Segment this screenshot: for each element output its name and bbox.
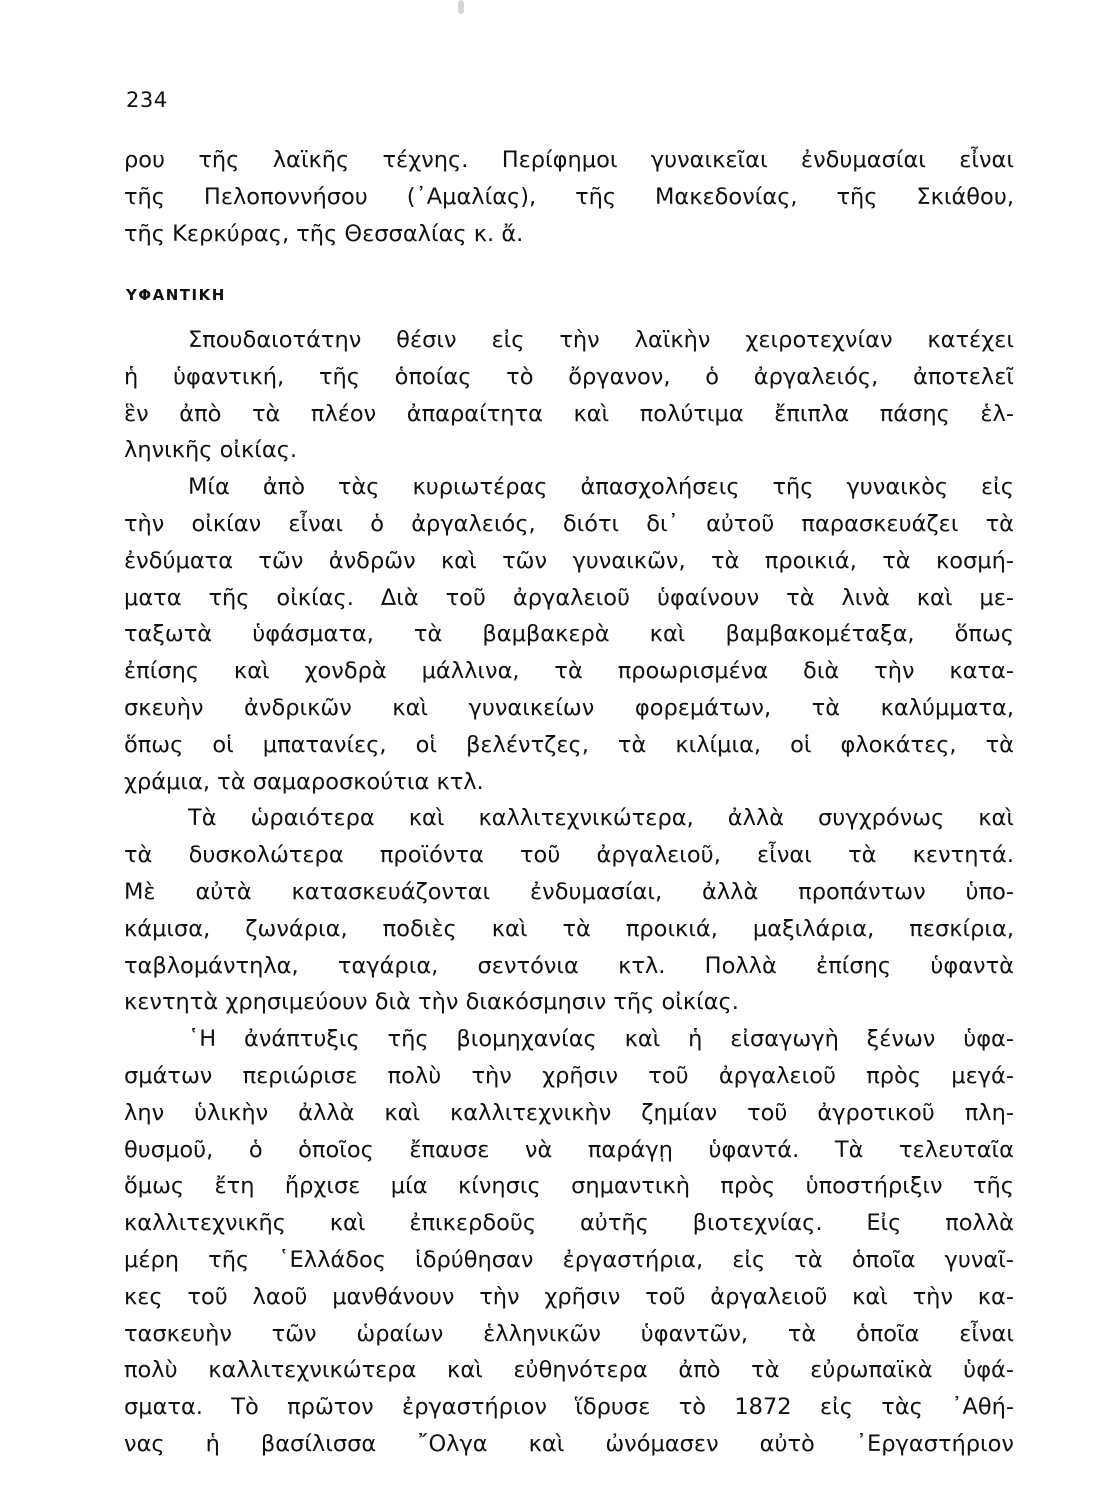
page-number: 234 xyxy=(126,88,168,112)
text-line: τὰ δυσκολώτερα προϊόντα τοῦ ἀργαλειοῦ, εἶναι τὰ κεντητά. xyxy=(124,842,1014,869)
text-line: σμάτων περιώρισε πολὺ τὴν χρῆσιν τοῦ ἀργαλειοῦ πρὸς μεγά- xyxy=(124,1062,1014,1089)
text-line: Σπουδαιοτάτην θέσιν εἰς τὴν λαϊκὴν χειροτεχνίαν κατέχει xyxy=(188,327,1014,353)
text-line: ἐνδύματα τῶν ἀνδρῶν καὶ τῶν γυναικῶν, τὰ προικιά, τὰ κοσμή- xyxy=(124,547,1014,574)
text-line: καλλιτεχνικῆς καὶ ἐπικερδοῦς αὐτῆς βιοτεχνίας. Εἰς πολλὰ xyxy=(124,1210,1014,1237)
text-line: ρου τῆς λαϊκῆς τέχνης. Περίφημοι γυναικεῖαι ἐνδυμασίαι εἶναι xyxy=(124,147,1014,173)
text-line: Μὲ αὐτὰ κατασκευάζονται ἐνδυμασίαι, ἀλλὰ προπάντων ὑπο- xyxy=(124,878,1014,905)
text-line: Τὰ ὡραιότερα καὶ καλλιτεχνικώτερα, ἀλλὰ συγχρόνως καὶ xyxy=(188,805,1014,832)
text-line: θυσμοῦ, ὁ ὁποῖος ἔπαυσε νὰ παράγῃ ὑφαντά. Τὰ τελευταῖα xyxy=(124,1136,1014,1163)
text-line: σκευὴν ἀνδρικῶν καὶ γυναικείων φορεμάτων, τὰ καλύμματα, xyxy=(124,694,1014,721)
intro-paragraph xyxy=(124,142,1014,252)
text-line: ἡ ὑφαντική, τῆς ὁποίας τὸ ὄργανον, ὁ ἀργαλειός, ἀποτελεῖ xyxy=(124,363,1014,390)
text-line: ὅμως ἔτη ἤρχισε μία κίνησις σημαντικὴ πρὸς ὑποστήριξιν τῆς xyxy=(124,1173,1014,1200)
text-line: πολὺ καλλιτεχνικώτερα καὶ εὐθηνότερα ἀπὸ τὰ εὐρωπαϊκὰ ὑφά- xyxy=(124,1357,1014,1384)
text-line: ἓν ἀπὸ τὰ πλέον ἀπαραίτητα καὶ πολύτιμα ἔπιπλα πάσης ἑλ- xyxy=(124,400,1014,427)
text-line: ἐπίσης καὶ χονδρὰ μάλλινα, τὰ προωρισμένα διὰ τὴν κατα- xyxy=(124,658,1014,685)
text-line: χράμια, τὰ σαμαροσκούτια κτλ. xyxy=(124,768,484,795)
text-line: τὴν οἰκίαν εἶναι ὁ ἀργαλειός, διότι δι᾽ αὐτοῦ παρασκευάζει τὰ xyxy=(124,510,1014,537)
text-line: κάμισα, ζωνάρια, ποδιὲς καὶ τὰ προικιά, μαξιλάρια, πεσκίρια, xyxy=(124,915,1014,942)
text-line: μέρη τῆς ῾Ελλάδος ἱδρύθησαν ἐργαστήρια, εἰς τὰ ὁποῖα γυναῖ- xyxy=(124,1246,1014,1273)
text-line: ταβλομάντηλα, ταγάρια, σεντόνια κτλ. Πολλὰ ἐπίσης ὑφαντὰ xyxy=(124,952,1014,979)
text-line: λην ὑλικὴν ἀλλὰ καὶ καλλιτεχνικὴν ζημίαν τοῦ ἀγροτικοῦ πλη- xyxy=(124,1099,1014,1126)
text-line: τῆς Πελοποννήσου (᾽Αμαλίας), τῆς Μακεδονίας, τῆς Σκιάθου, xyxy=(124,183,1014,210)
text-line: κεντητὰ χρησιμεύουν διὰ τὴν διακόσμησιν τῆς οἰκίας. xyxy=(124,989,739,1016)
text-line: ματα τῆς οἰκίας. Διὰ τοῦ ἀργαλειοῦ ὑφαίνουν τὰ λινὰ καὶ με- xyxy=(124,584,1014,611)
text-line: ῾Η ἀνάπτυξις τῆς βιομηχανίας καὶ ἡ εἰσαγωγὴ ξένων ὑφα- xyxy=(188,1026,1014,1053)
text-line: ταξωτὰ ὑφάσματα, τὰ βαμβακερὰ καὶ βαμβακομέταξα, ὅπως xyxy=(124,621,1014,648)
text-line: σματα. Τὸ πρῶτον ἐργαστήριον ἵδρυσε τὸ 1872 εἰς τὰς ᾽Αθή- xyxy=(124,1394,1014,1421)
text-line: Μία ἀπὸ τὰς κυριωτέρας ἀπασχολήσεις τῆς γυναικὸς εἰς xyxy=(188,474,1014,501)
text-line: τασκευὴν τῶν ὡραίων ἑλληνικῶν ὑφαντῶν, τὰ ὁποῖα εἶναι xyxy=(124,1320,1014,1347)
text-line: νας ἡ βασίλισσα ῎Ολγα καὶ ὠνόμασεν αὐτὸ ᾽Εργαστήριον xyxy=(124,1430,1014,1457)
main-text xyxy=(124,322,1014,1463)
text-line: ληνικῆς οἰκίας. xyxy=(124,437,298,464)
section-heading: ΥΦΑΝΤΙΚΗ xyxy=(126,286,226,304)
text-line: τῆς Κερκύρας, τῆς Θεσσαλίας κ. ἄ. xyxy=(124,220,524,247)
text-line: κες τοῦ λαοῦ μανθάνουν τὴν χρῆσιν τοῦ ἀργαλειοῦ καὶ τὴν κα- xyxy=(124,1283,1014,1310)
text-line: ὅπως οἱ μπατανίες, οἱ βελέντζες, τὰ κιλίμια, οἱ φλοκάτες, τὰ xyxy=(124,731,1014,758)
print-speck xyxy=(458,0,464,14)
